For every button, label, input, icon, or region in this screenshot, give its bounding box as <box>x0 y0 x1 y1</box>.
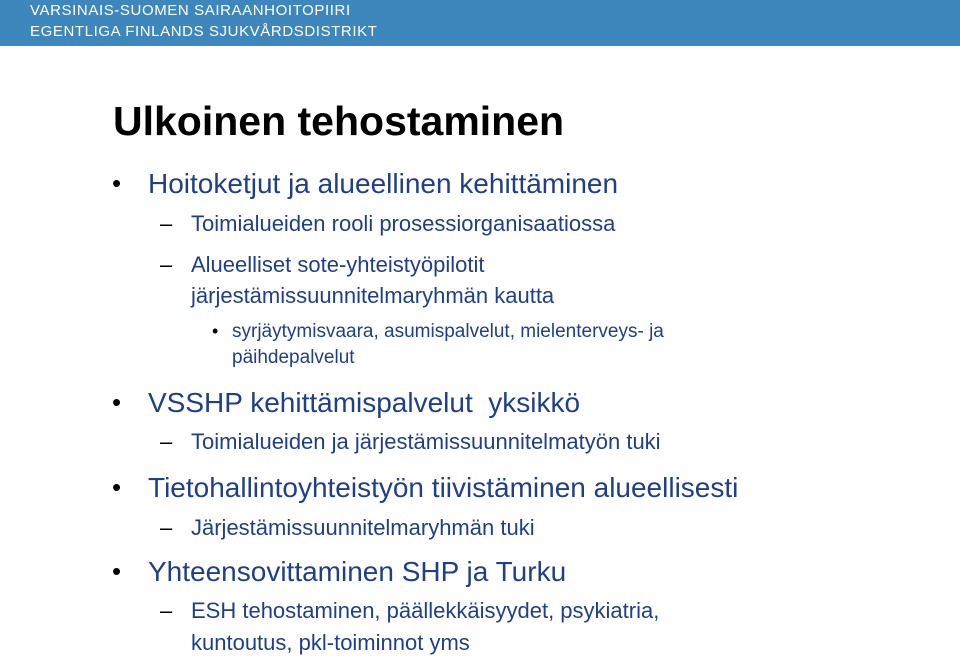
dash-icon: – <box>160 429 173 454</box>
dash-icon: – <box>160 211 173 236</box>
list-item-text: Järjestämissuunnitelmaryhmän tuki <box>191 515 535 540</box>
list-item-text-line-2: kuntoutus, pkl-toiminnot yms <box>191 630 470 655</box>
list-item-text-line-1: syrjäytymisvaara, asumispalvelut, mielenterveys- ja <box>232 321 664 342</box>
list-item-text-line-2: järjestämissuunnitelmaryhmän kautta <box>191 283 555 308</box>
list-item-text: VSSHP kehittämispalvelut yksikkö <box>148 387 581 418</box>
list-item-text: Toimialueiden ja järjestämissuunnitelmatyön tuki <box>191 429 661 454</box>
bullet-icon: • <box>112 556 122 586</box>
dash-icon: – <box>160 252 173 277</box>
dash-icon: – <box>160 515 173 540</box>
slide-title: Ulkoinen tehostaminen <box>113 98 565 144</box>
list-item-text: Tietohallintoyhteistyön tiivistäminen alueellisesti <box>148 472 739 503</box>
list-item-text: Toimialueiden rooli prosessiorganisaatiossa <box>191 211 616 236</box>
list-item-text-line-2: päihdepalvelut <box>232 347 355 368</box>
list-item-text-line-1: ESH tehostaminen, päällekkäisyydet, psykiatria, <box>191 598 660 623</box>
bullet-icon: • <box>212 321 219 341</box>
dash-icon: – <box>160 598 173 623</box>
list-item-text-line-1: Alueelliset sote-yhteistyöpilotit <box>191 252 485 277</box>
organization-name-swedish: EGENTLIGA FINLANDS SJUKVÅRDSDISTRIKT <box>30 23 378 40</box>
bullet-icon: • <box>112 168 122 198</box>
organization-name-finnish: VARSINAIS-SUOMEN SAIRAANHOITOPIIRI <box>30 2 351 19</box>
list-item-text: Yhteensovittaminen SHP ja Turku <box>148 556 567 587</box>
list-item-text: Hoitoketjut ja alueellinen kehittäminen <box>148 168 619 199</box>
bullet-icon: • <box>112 387 122 417</box>
bullet-icon: • <box>112 472 122 502</box>
